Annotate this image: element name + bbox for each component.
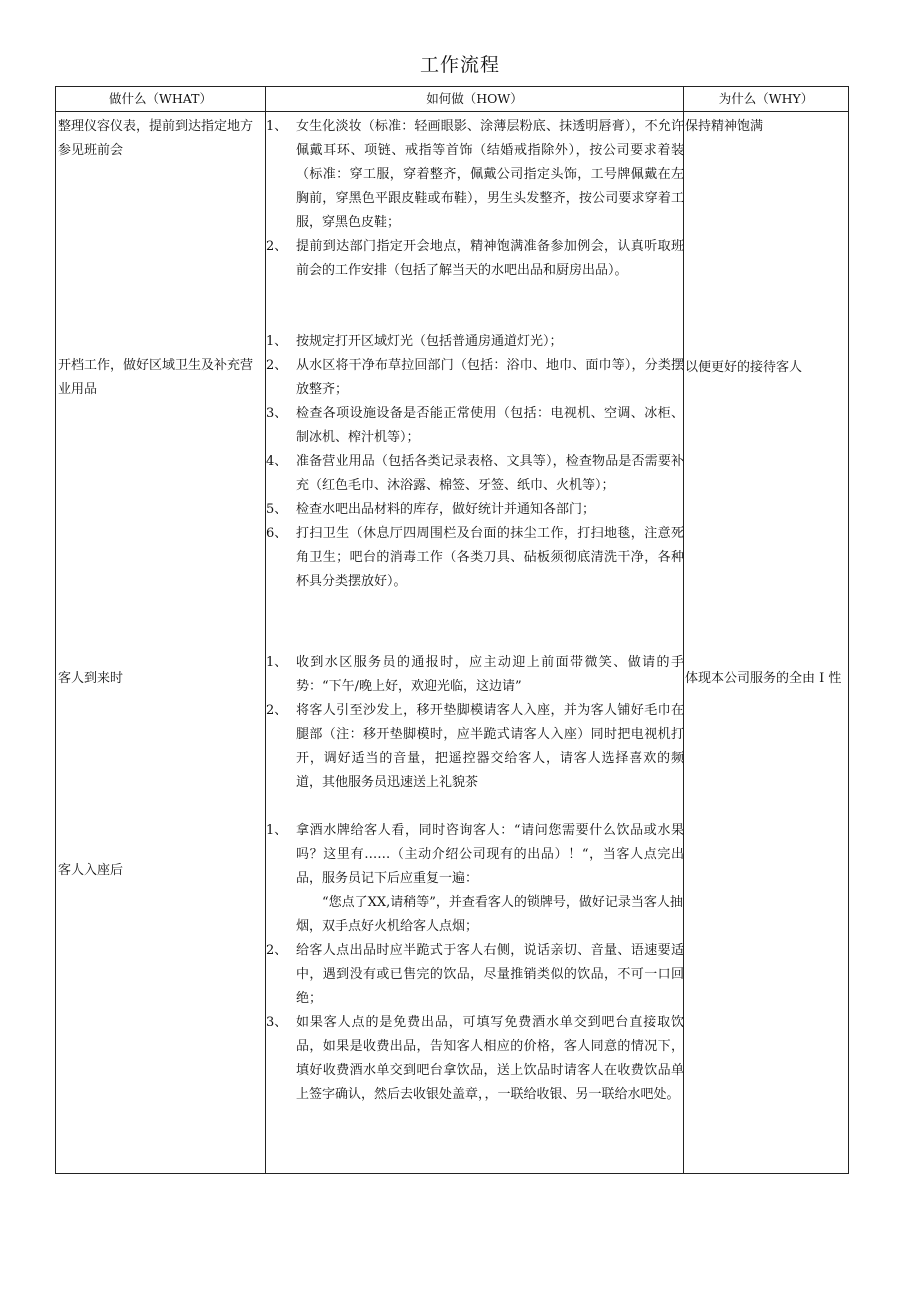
how-item: 1、 按规定打开区域灯光（包括普通房通道灯光）；	[266, 334, 563, 349]
section-3-why: 体现本公司服务的全由 I 性	[685, 671, 842, 686]
section-1-what: 整理仪容仪表，提前到达指定地方参见班前会	[58, 119, 254, 158]
how-item: 5、 检查水吧出品材料的库存，做好统计并通知各部门；	[266, 502, 596, 517]
how-item: 6、 打扫卫生（休息厅四周围栏及台面的抹尘工作，打扫地毯，注意死角卫生；吧台的消毒工作（各类刀具、砧板须彻底清洗干净，各种杯具分类摆放好）。	[266, 526, 684, 589]
header-why: 为什么（WHY）	[718, 91, 814, 106]
how-item: 1、 拿酒水牌给客人看，同时咨询客人：“请问您需要什么饮品或水果吗？这里有……（主动介绍公司现有的出品）！“，当客人点完出品，服务员记下后应重复一遍：	[266, 823, 684, 886]
section-4-what: 客人入座后	[58, 863, 124, 878]
header-what: 做什么（WHAT）	[109, 91, 212, 106]
how-item: 2、 从水区将干净布草拉回部门（包括：浴巾、地巾、面巾等），分类摆放整齐；	[266, 358, 684, 397]
workflow-table	[55, 86, 849, 1174]
section-3-what: 客人到来时	[58, 671, 124, 686]
how-item: 2、 将客人引至沙发上，移开垫脚模请客人入座，并为客人铺好毛巾在腿部（注：移开垫脚模时，应半跪式请客人入座）同时把电视机打开，调好适当的音量，把遥控器交给客人，请客人选择喜欢的频道，其他服务员迅速送上礼貌茶	[266, 703, 684, 790]
header-how: 如何做（HOW）	[426, 91, 523, 106]
how-item: 2、 提前到达部门指定开会地点，精神饱满准备参加例会，认真听取班前会的工作安排（包括了解当天的水吧出品和厨房出品）。	[266, 239, 684, 278]
how-continuation: “您点了XX,请稍等”，并查看客人的锁牌号，做好记录当客人抽烟，双手点好火机给客人点烟；	[296, 895, 683, 934]
section-2-what: 开档工作，做好区域卫生及补充营业用品	[58, 358, 254, 397]
how-item: 3、 如果客人点的是免费出品，可填写免费酒水单交到吧台直接取饮品，如果是收费出品，告知客人相应的价格，客人同意的情况下，填好收费酒水单交到吧台拿饮品，送上饮品时请客人在收费饮品单上签字确认，然后去收银处盖章，，一联给收银、另一联给水吧处。	[266, 1015, 684, 1102]
section-1-how	[266, 115, 684, 283]
section-2-why: 以便更好的接待客人	[685, 360, 803, 375]
how-item: 3、 检查各项设施设备是否能正常使用（包括：电视机、空调、冰柜、制冰机、榨汁机等）；	[266, 406, 684, 445]
section-2-how	[266, 330, 684, 594]
document-title: 工作流程	[419, 54, 500, 76]
section-4-how	[266, 819, 684, 1107]
how-item: 1、 女生化淡妆（标准：轻画眼影、涂薄层粉底、抹透明唇膏），不允许佩戴耳环、项链、戒指等首饰（结婚戒指除外），按公司要求着装（标准：穿工服，穿着整齐，佩戴公司指定头饰，工号牌佩戴在左胸前，穿黑色平跟皮鞋或布鞋），男生头发整齐，按公司要求穿着工服，穿黑色皮鞋；	[266, 119, 684, 230]
section-1-why: 保持精神饱满	[685, 119, 764, 134]
how-item: 4、 准备营业用品（包括各类记录表格、文具等），检查物品是否需要补充（红色毛巾、沐浴露、棉签、牙签、纸巾、火机等）；	[266, 454, 684, 493]
how-item: 2、 给客人点出品时应半跪式于客人右侧，说话亲切、音量、语速要适中，遇到没有或已售完的饮品，尽量推销类似的饮品，不可一口回绝；	[266, 943, 684, 1006]
section-3-how	[266, 651, 684, 795]
header-divider	[56, 111, 848, 112]
how-item: 1、 收到水区服务员的通报时，应主动迎上前面带微笑、做请的手势：“下午/晚上好，欢迎光临，这边请”	[266, 655, 684, 694]
